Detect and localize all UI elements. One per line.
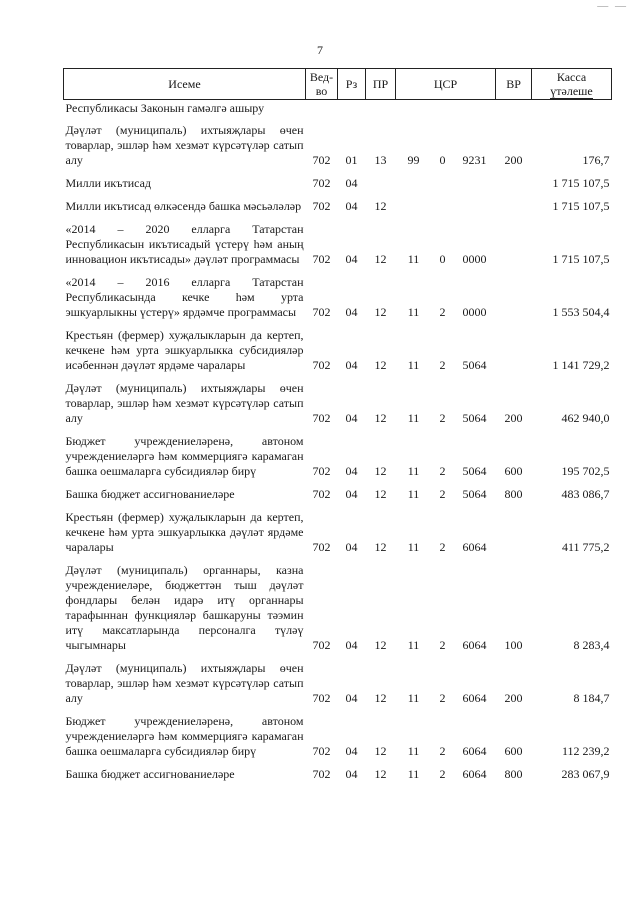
cell-csr1	[396, 194, 432, 217]
cell-csr3: 6064	[462, 540, 487, 554]
cell-pr	[366, 100, 396, 119]
cell-ved: 702	[312, 487, 331, 501]
cell-vr: 200	[504, 153, 523, 167]
cell-csr3	[454, 171, 496, 194]
table-row	[64, 762, 612, 785]
budget-table	[63, 68, 612, 785]
cell-rz: 01	[345, 153, 358, 167]
cell-name: Бюджет учреждениеләренә, автоном учреждениеләргә һәм коммерциягә карамаган башка оешмаларга субсидияләр бирү	[65, 434, 304, 478]
cell-name: Милли икътисад өлкәсендә башка мәсьәләләр	[65, 199, 302, 213]
cell-ved: 702	[312, 358, 331, 372]
cell-rz: 04	[345, 464, 358, 478]
cell-vr: 800	[504, 767, 523, 781]
cell-sum: 283 067,9	[561, 767, 610, 781]
cell-csr1: 11	[407, 487, 420, 501]
table-row	[64, 194, 612, 217]
cell-name: Дәүләт (муниципаль) ихтыяҗлары өчен товарлар, эшләр һәм хезмәт күрсәтүләр сатып алу	[65, 123, 304, 167]
header-vr: ВР	[496, 69, 532, 100]
cell-rz: 04	[345, 638, 358, 652]
cell-csr2: 2	[439, 744, 446, 758]
table-row	[64, 270, 612, 323]
cell-csr3: 9231	[462, 153, 487, 167]
cell-sum: 8 184,7	[573, 691, 610, 705]
cell-csr3: 6064	[462, 744, 487, 758]
page-number: 7	[317, 43, 323, 57]
cell-csr2: 2	[439, 464, 446, 478]
cell-csr2: 2	[439, 767, 446, 781]
cell-sum: 176,7	[582, 153, 610, 167]
cell-csr2: 2	[439, 305, 446, 319]
cell-rz: 04	[345, 411, 358, 425]
table-row	[64, 118, 612, 171]
header-kassa: Касса үтәлеше	[532, 69, 612, 100]
cell-csr1: 11	[407, 252, 420, 266]
cell-csr3: 6064	[462, 638, 487, 652]
cell-pr: 12	[374, 691, 387, 705]
cell-ved: 702	[312, 252, 331, 266]
cell-rz: 04	[345, 252, 358, 266]
header-csr: ЦСР	[396, 69, 496, 100]
cell-name: «2014 – 2016 елларга Татарстан Республикасында кечке һәм урта эшкуарлыкны үстерү» ярдәмче программасы	[65, 275, 304, 319]
table-row	[64, 171, 612, 194]
cell-csr1: 99	[407, 153, 420, 167]
cell-vr: 100	[504, 638, 523, 652]
cell-vr	[496, 171, 532, 194]
cell-sum: 195 702,5	[561, 464, 610, 478]
table-row	[64, 558, 612, 656]
header-name: Исеме	[64, 69, 306, 100]
cell-vr: 600	[504, 464, 523, 478]
cell-name: Крестьян (фермер) хуҗалыкларын да кертеп, кечкене һәм урта эшкуарлыкка субсидияләр исәбеннән дәүләт ярдәме чаралары	[65, 328, 304, 372]
cell-ved: 702	[312, 199, 331, 213]
cell-name: Башка бюджет ассигнованиеләре	[65, 767, 235, 781]
table-row	[64, 217, 612, 270]
cell-ved	[306, 100, 338, 119]
cell-name: Бюджет учреждениеләренә, автоном учреждениеләргә һәм коммерциягә карамаган башка оешмаларга субсидияләр бирү	[65, 714, 304, 758]
cell-ved: 702	[312, 305, 331, 319]
cell-vr	[496, 194, 532, 217]
cell-csr1: 11	[407, 411, 420, 425]
cell-pr: 12	[374, 744, 387, 758]
cell-ved: 702	[312, 767, 331, 781]
cell-pr: 12	[374, 358, 387, 372]
cell-sum: 1 141 729,2	[552, 358, 610, 372]
table-body	[64, 100, 612, 786]
cell-vr: 200	[504, 691, 523, 705]
cell-pr: 13	[374, 153, 387, 167]
cell-ved: 702	[312, 744, 331, 758]
corner-mark: — —	[597, 0, 628, 12]
cell-sum: 1 553 504,4	[552, 305, 610, 319]
cell-csr1: 11	[407, 540, 420, 554]
cell-csr2	[432, 100, 454, 119]
cell-vr	[496, 505, 532, 558]
cell-name: Дәүләт (муниципаль) органнары, казна учреждениеләре, бюджеттән тыш дәүләт фондлары белән идарә итү органнары тарафыннан функцияләр башкаруны тәэмин итү максатларында персоналга түләү чыгымнары	[65, 563, 304, 652]
cell-csr1: 11	[407, 464, 420, 478]
cell-rz: 04	[345, 767, 358, 781]
cell-vr	[496, 323, 532, 376]
cell-rz: 04	[345, 358, 358, 372]
cell-pr: 12	[374, 540, 387, 554]
table-row	[64, 100, 612, 119]
cell-ved: 702	[312, 638, 331, 652]
table-row	[64, 376, 612, 429]
cell-csr2: 2	[439, 540, 446, 554]
cell-rz: 04	[345, 199, 358, 213]
table-row	[64, 323, 612, 376]
cell-sum: 8 283,4	[573, 638, 610, 652]
cell-pr: 12	[374, 411, 387, 425]
cell-csr2	[432, 171, 454, 194]
cell-vr: 200	[504, 411, 523, 425]
cell-ved: 702	[312, 153, 331, 167]
cell-vr	[496, 100, 532, 119]
cell-ved: 702	[312, 411, 331, 425]
table-row	[64, 429, 612, 482]
cell-pr: 12	[374, 199, 387, 213]
cell-ved: 702	[312, 540, 331, 554]
cell-name: «2014 – 2020 елларга Татарстан Республикасын икътисадый үстерү һәм аның инновацион икътисады» дәүләт программасы	[65, 222, 304, 266]
cell-csr3: 6064	[462, 691, 487, 705]
header-rz: Рз	[338, 69, 366, 100]
cell-csr2: 2	[439, 691, 446, 705]
table-row	[64, 709, 612, 762]
cell-vr	[496, 217, 532, 270]
cell-csr1: 11	[407, 305, 420, 319]
cell-csr3: 5064	[462, 487, 487, 501]
cell-csr1: 11	[407, 767, 420, 781]
header-pr: ПР	[366, 69, 396, 100]
cell-ved: 702	[312, 464, 331, 478]
cell-rz: 04	[345, 691, 358, 705]
cell-csr2: 2	[439, 358, 446, 372]
cell-pr: 12	[374, 464, 387, 478]
cell-rz: 04	[345, 540, 358, 554]
cell-csr2: 2	[439, 638, 446, 652]
table-header	[64, 69, 612, 100]
table-row	[64, 482, 612, 505]
cell-csr2: 0	[439, 252, 446, 266]
cell-pr: 12	[374, 252, 387, 266]
cell-csr3: 5064	[462, 358, 487, 372]
cell-sum: 1 715 107,5	[552, 199, 610, 213]
cell-sum	[532, 100, 612, 119]
cell-ved: 702	[312, 176, 331, 190]
cell-csr2: 0	[439, 153, 446, 167]
cell-sum: 483 086,7	[561, 487, 610, 501]
cell-name: Республикасы Законын гамәлгә ашыру	[65, 101, 265, 115]
cell-csr1: 11	[407, 744, 420, 758]
cell-vr: 600	[504, 744, 523, 758]
cell-rz: 04	[345, 176, 358, 190]
cell-pr: 12	[374, 638, 387, 652]
cell-rz: 04	[345, 305, 358, 319]
cell-csr3	[454, 194, 496, 217]
cell-csr1: 11	[407, 358, 420, 372]
cell-pr: 12	[374, 487, 387, 501]
cell-csr3: 5064	[462, 411, 487, 425]
header-ved: Вед- во	[306, 69, 338, 100]
cell-csr3: 0000	[462, 252, 487, 266]
cell-name: Милли икътисад	[65, 176, 152, 190]
cell-csr3: 5064	[462, 464, 487, 478]
cell-name: Башка бюджет ассигнованиеләре	[65, 487, 235, 501]
cell-csr2: 2	[439, 487, 446, 501]
cell-csr2: 2	[439, 411, 446, 425]
cell-sum: 112 239,2	[561, 744, 610, 758]
cell-sum: 1 715 107,5	[552, 176, 610, 190]
cell-sum: 1 715 107,5	[552, 252, 610, 266]
cell-sum: 462 940,0	[561, 411, 610, 425]
cell-vr	[496, 270, 532, 323]
cell-csr1	[396, 100, 432, 119]
cell-name: Дәүләт (муниципаль) ихтыяҗлары өчен товарлар, эшләр һәм хезмәт күрсәтүләр сатып алу	[65, 381, 304, 425]
table-row	[64, 656, 612, 709]
cell-pr: 12	[374, 305, 387, 319]
cell-ved: 702	[312, 691, 331, 705]
cell-vr: 800	[504, 487, 523, 501]
cell-csr3: 6064	[462, 767, 487, 781]
cell-pr	[366, 171, 396, 194]
table-row	[64, 505, 612, 558]
cell-name: Крестьян (фермер) хуҗалыкларын да кертеп, кечкене һәм урта эшкуарлыкка дәүләт ярдәме чаралары	[65, 510, 304, 554]
cell-sum: 411 775,2	[561, 540, 610, 554]
cell-csr1: 11	[407, 638, 420, 652]
cell-csr1: 11	[407, 691, 420, 705]
cell-rz	[338, 100, 366, 119]
cell-csr1	[396, 171, 432, 194]
cell-name: Дәүләт (муниципаль) ихтыяҗлары өчен товарлар, эшләр һәм хезмәт күрсәтүләр сатып алу	[65, 661, 304, 705]
cell-pr: 12	[374, 767, 387, 781]
cell-csr3: 0000	[462, 305, 487, 319]
cell-rz: 04	[345, 487, 358, 501]
cell-csr2	[432, 194, 454, 217]
cell-csr3	[454, 100, 496, 119]
cell-rz: 04	[345, 744, 358, 758]
